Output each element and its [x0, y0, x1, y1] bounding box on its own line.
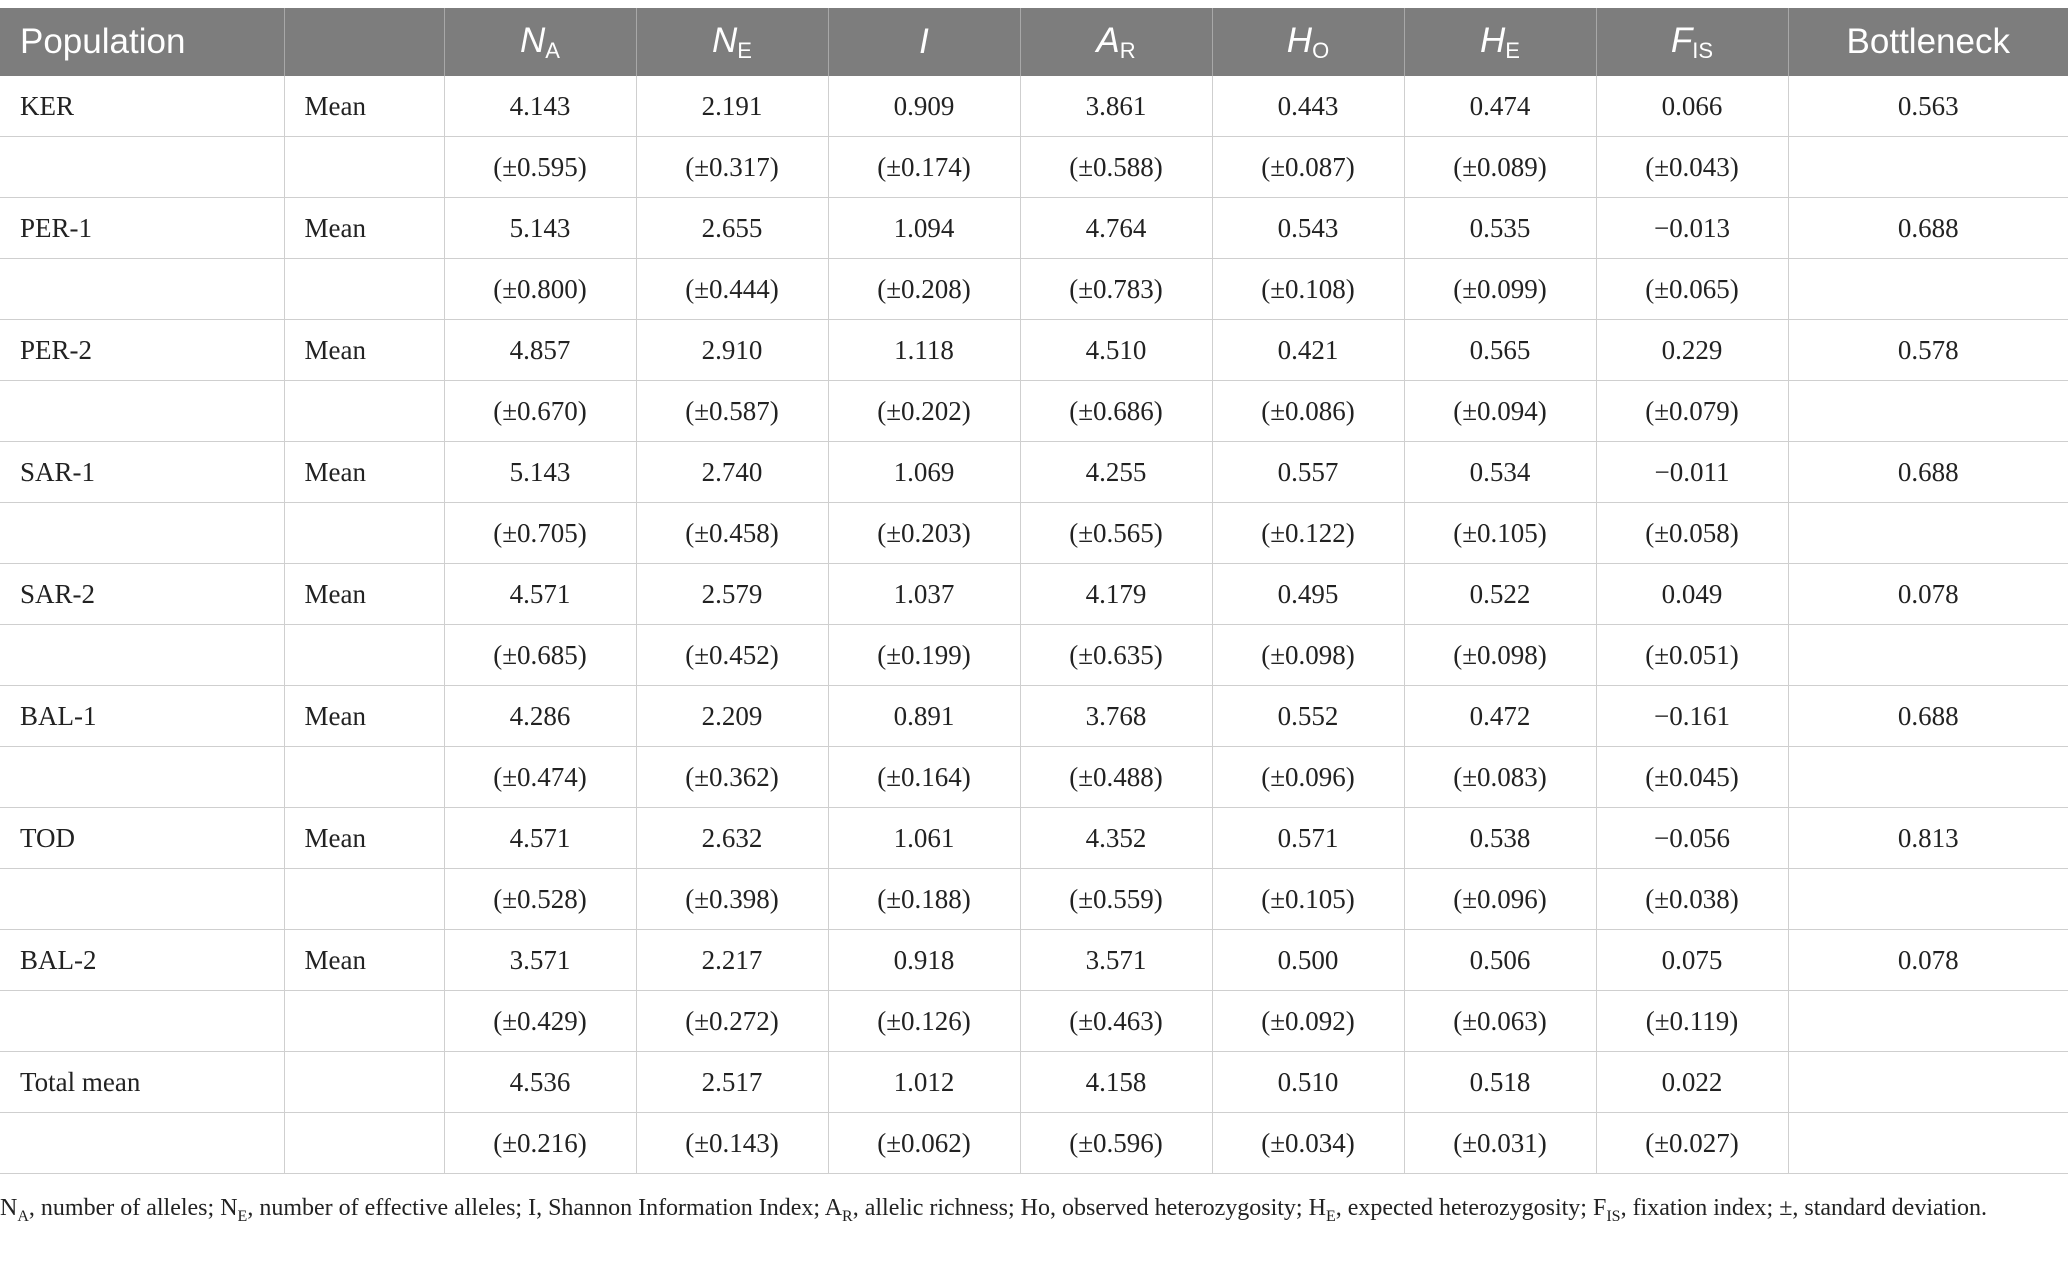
table-cell: 3.571	[444, 930, 636, 991]
header-symbol: N	[712, 20, 738, 60]
table-row	[0, 259, 2068, 320]
table-row	[0, 381, 2068, 442]
table-cell: 0.534	[1404, 442, 1596, 503]
table-cell	[0, 381, 284, 442]
table-cell	[1788, 381, 2068, 442]
table-cell: 0.506	[1404, 930, 1596, 991]
table-cell: (±0.429)	[444, 991, 636, 1052]
header-subscript: IS	[1692, 37, 1714, 63]
table-cell: SAR-2	[0, 564, 284, 625]
table-cell: (±0.317)	[636, 137, 828, 198]
table-cell: 4.571	[444, 808, 636, 869]
table-cell	[284, 1052, 444, 1113]
table-cell: TOD	[0, 808, 284, 869]
table-cell: (±0.458)	[636, 503, 828, 564]
table-cell: 0.909	[828, 76, 1020, 137]
table-cell: 0.518	[1404, 1052, 1596, 1113]
table-cell: (±0.079)	[1596, 381, 1788, 442]
table-row	[0, 564, 2068, 625]
table-cell	[284, 869, 444, 930]
table-cell: (±0.565)	[1020, 503, 1212, 564]
table-row	[0, 76, 2068, 137]
table-row	[0, 991, 2068, 1052]
table-row	[0, 625, 2068, 686]
table-cell: 2.517	[636, 1052, 828, 1113]
table-cell: (±0.398)	[636, 869, 828, 930]
table-cell: (±0.528)	[444, 869, 636, 930]
table-cell: 0.510	[1212, 1052, 1404, 1113]
table-row	[0, 747, 2068, 808]
table-cell: PER-1	[0, 198, 284, 259]
header-subscript: E	[1505, 37, 1520, 63]
table-cell: −0.161	[1596, 686, 1788, 747]
table-cell	[0, 503, 284, 564]
table-cell: 4.536	[444, 1052, 636, 1113]
table-cell: 0.688	[1788, 198, 2068, 259]
table-cell	[284, 747, 444, 808]
table-cell: Mean	[284, 564, 444, 625]
table-cell	[1788, 625, 2068, 686]
table-row	[0, 198, 2068, 259]
table-body	[0, 76, 2068, 1174]
table-cell: (±0.089)	[1404, 137, 1596, 198]
table-cell: (±0.670)	[444, 381, 636, 442]
table-cell: (±0.098)	[1404, 625, 1596, 686]
table-cell	[0, 991, 284, 1052]
table-cell	[284, 625, 444, 686]
table-cell: (±0.188)	[828, 869, 1020, 930]
table-cell: (±0.031)	[1404, 1113, 1596, 1174]
table-cell: Mean	[284, 320, 444, 381]
footnote-text: , expected heterozygosity;	[1335, 1195, 1593, 1221]
table-cell: (±0.444)	[636, 259, 828, 320]
table-cell: 4.510	[1020, 320, 1212, 381]
table-cell: (±0.083)	[1404, 747, 1596, 808]
table-cell	[1788, 503, 2068, 564]
header-symbol: F	[1670, 20, 1693, 60]
table-cell	[1788, 869, 2068, 930]
table-cell	[0, 137, 284, 198]
table-row	[0, 320, 2068, 381]
table-cell: 0.078	[1788, 930, 2068, 991]
table-cell: 0.075	[1596, 930, 1788, 991]
table-cell: 0.049	[1596, 564, 1788, 625]
column-header: Population	[0, 8, 284, 76]
table-cell: (±0.685)	[444, 625, 636, 686]
table-row	[0, 442, 2068, 503]
table-cell: (±0.272)	[636, 991, 828, 1052]
table-cell: (±0.099)	[1404, 259, 1596, 320]
table-cell	[284, 381, 444, 442]
table-cell: 0.688	[1788, 686, 2068, 747]
table-cell: (±0.045)	[1596, 747, 1788, 808]
table-cell: BAL-1	[0, 686, 284, 747]
table-cell: 1.061	[828, 808, 1020, 869]
table-cell: (±0.119)	[1596, 991, 1788, 1052]
table-cell: (±0.038)	[1596, 869, 1788, 930]
table-row	[0, 869, 2068, 930]
footnote-term: F	[1592, 1195, 1607, 1221]
table-cell: Mean	[284, 198, 444, 259]
table-cell: 1.118	[828, 320, 1020, 381]
table-cell: 3.768	[1020, 686, 1212, 747]
header-symbol: A	[1096, 20, 1120, 60]
table-cell: (±0.800)	[444, 259, 636, 320]
table-cell: 3.571	[1020, 930, 1212, 991]
header-symbol: H	[1480, 20, 1506, 60]
table-cell: 2.655	[636, 198, 828, 259]
footnote-term: A	[824, 1195, 843, 1221]
table-cell: (±0.058)	[1596, 503, 1788, 564]
table-cell: (±0.635)	[1020, 625, 1212, 686]
table-cell: 0.443	[1212, 76, 1404, 137]
table-cell: (±0.596)	[1020, 1113, 1212, 1174]
table-cell: (±0.203)	[828, 503, 1020, 564]
table-cell: (±0.092)	[1212, 991, 1404, 1052]
table-cell: 0.578	[1788, 320, 2068, 381]
header-subscript: A	[545, 37, 560, 63]
column-header	[636, 8, 828, 76]
table-cell: (±0.122)	[1212, 503, 1404, 564]
column-header: Bottleneck	[1788, 8, 2068, 76]
footnote-subscript: E	[1325, 1207, 1336, 1225]
table-cell: (±0.096)	[1404, 869, 1596, 930]
table-cell: (±0.705)	[444, 503, 636, 564]
table-cell: 3.861	[1020, 76, 1212, 137]
table-cell: 0.472	[1404, 686, 1596, 747]
column-header	[444, 8, 636, 76]
table-cell: (±0.362)	[636, 747, 828, 808]
table-cell: 1.094	[828, 198, 1020, 259]
footnote-subscript: E	[237, 1207, 248, 1225]
table-cell: 0.066	[1596, 76, 1788, 137]
genetic-diversity-table	[0, 8, 2068, 1174]
header-subscript: R	[1119, 37, 1136, 63]
table-cell: 2.209	[636, 686, 828, 747]
table-cell	[1788, 747, 2068, 808]
table-cell: (±0.034)	[1212, 1113, 1404, 1174]
table-cell: 0.022	[1596, 1052, 1788, 1113]
column-header	[1596, 8, 1788, 76]
table-cell: 0.557	[1212, 442, 1404, 503]
table-row	[0, 808, 2068, 869]
column-header	[1404, 8, 1596, 76]
table-cell: (±0.143)	[636, 1113, 828, 1174]
table-cell: 4.255	[1020, 442, 1212, 503]
table-cell: 0.535	[1404, 198, 1596, 259]
table-cell	[284, 137, 444, 198]
table-cell: 0.229	[1596, 320, 1788, 381]
header-symbol: I	[919, 22, 929, 61]
table-cell: (±0.559)	[1020, 869, 1212, 930]
table-cell: Mean	[284, 442, 444, 503]
table-cell: 0.918	[828, 930, 1020, 991]
table-cell: (±0.096)	[1212, 747, 1404, 808]
table-cell	[0, 747, 284, 808]
table-cell: (±0.199)	[828, 625, 1020, 686]
table-cell: (±0.452)	[636, 625, 828, 686]
table-cell: (±0.094)	[1404, 381, 1596, 442]
table-cell: 0.500	[1212, 930, 1404, 991]
table-cell: 0.538	[1404, 808, 1596, 869]
table-cell	[0, 1113, 284, 1174]
table-cell: 0.078	[1788, 564, 2068, 625]
table-row	[0, 1052, 2068, 1113]
header-symbol: N	[520, 20, 546, 60]
footnote-text: , fixation index; ±, standard deviation.	[1620, 1195, 1987, 1221]
table-cell: (±0.063)	[1404, 991, 1596, 1052]
table-cell	[284, 991, 444, 1052]
table-cell: Mean	[284, 808, 444, 869]
table-cell: 2.191	[636, 76, 828, 137]
table-cell: (±0.216)	[444, 1113, 636, 1174]
footnote-subscript: R	[842, 1207, 853, 1225]
table-row	[0, 1113, 2068, 1174]
footnote-term: N	[0, 1195, 18, 1221]
footnote-text: , number of effective alleles; I, Shannon Information Index;	[247, 1195, 825, 1221]
table-cell: (±0.588)	[1020, 137, 1212, 198]
table-cell: 4.352	[1020, 808, 1212, 869]
table-cell: Mean	[284, 76, 444, 137]
table-cell	[1788, 1113, 2068, 1174]
footnote-text: , allelic richness; Ho, observed heterozygosity;	[852, 1195, 1309, 1221]
table-cell: 4.179	[1020, 564, 1212, 625]
table-cell: (±0.065)	[1596, 259, 1788, 320]
table-cell: (±0.043)	[1596, 137, 1788, 198]
table-cell	[0, 869, 284, 930]
header-subscript: O	[1312, 37, 1330, 63]
table-row	[0, 137, 2068, 198]
table-cell	[1788, 991, 2068, 1052]
table-cell: (±0.098)	[1212, 625, 1404, 686]
table-cell: 2.910	[636, 320, 828, 381]
footnote-subscript: IS	[1606, 1207, 1621, 1225]
table-cell: −0.011	[1596, 442, 1788, 503]
table-cell: 0.543	[1212, 198, 1404, 259]
table-cell: 0.421	[1212, 320, 1404, 381]
table-cell: (±0.108)	[1212, 259, 1404, 320]
table-cell: 4.158	[1020, 1052, 1212, 1113]
table-cell: 0.563	[1788, 76, 2068, 137]
table-cell: (±0.595)	[444, 137, 636, 198]
footnote-text: , number of alleles;	[28, 1195, 221, 1221]
footnote-term: N	[220, 1195, 238, 1221]
table-row	[0, 503, 2068, 564]
table-cell: 0.552	[1212, 686, 1404, 747]
table-cell: Mean	[284, 930, 444, 991]
table-footnote	[0, 1190, 2000, 1235]
table-cell: (±0.164)	[828, 747, 1020, 808]
table-cell	[1788, 1052, 2068, 1113]
table-cell	[284, 1113, 444, 1174]
table-cell: (±0.086)	[1212, 381, 1404, 442]
table-cell: (±0.474)	[444, 747, 636, 808]
table-cell: (±0.087)	[1212, 137, 1404, 198]
table-cell	[0, 259, 284, 320]
table-cell	[0, 625, 284, 686]
table-cell: SAR-1	[0, 442, 284, 503]
table-cell: (±0.062)	[828, 1113, 1020, 1174]
table-cell: (±0.027)	[1596, 1113, 1788, 1174]
footnote-subscript: A	[17, 1207, 29, 1225]
table-cell: (±0.783)	[1020, 259, 1212, 320]
table-cell: (±0.051)	[1596, 625, 1788, 686]
table-cell: 4.764	[1020, 198, 1212, 259]
table-cell: 1.012	[828, 1052, 1020, 1113]
table-cell: 2.579	[636, 564, 828, 625]
table-cell: (±0.202)	[828, 381, 1020, 442]
table-cell: −0.013	[1596, 198, 1788, 259]
table-cell	[1788, 137, 2068, 198]
table-cell: (±0.686)	[1020, 381, 1212, 442]
table-cell	[284, 259, 444, 320]
column-header	[1212, 8, 1404, 76]
table-cell: (±0.174)	[828, 137, 1020, 198]
table-cell: 0.474	[1404, 76, 1596, 137]
column-header	[828, 8, 1020, 76]
table-cell: 0.813	[1788, 808, 2068, 869]
table-cell: 0.522	[1404, 564, 1596, 625]
table-cell: Mean	[284, 686, 444, 747]
table-cell: BAL-2	[0, 930, 284, 991]
table-cell: 0.891	[828, 686, 1020, 747]
table-cell: (±0.105)	[1212, 869, 1404, 930]
table-cell: PER-2	[0, 320, 284, 381]
footnote-term: H	[1308, 1195, 1326, 1221]
table-cell: 1.069	[828, 442, 1020, 503]
table-cell: 2.217	[636, 930, 828, 991]
table-cell: 0.495	[1212, 564, 1404, 625]
table-cell: 1.037	[828, 564, 1020, 625]
column-header	[284, 8, 444, 76]
header-subscript: E	[737, 37, 752, 63]
table-cell: Total mean	[0, 1052, 284, 1113]
table-cell	[1788, 259, 2068, 320]
table-cell: −0.056	[1596, 808, 1788, 869]
table-cell: (±0.208)	[828, 259, 1020, 320]
column-header	[1020, 8, 1212, 76]
table-cell: 2.740	[636, 442, 828, 503]
table-cell: 0.571	[1212, 808, 1404, 869]
table-cell: (±0.488)	[1020, 747, 1212, 808]
header-symbol: H	[1286, 20, 1313, 60]
table-cell: KER	[0, 76, 284, 137]
table-cell: (±0.587)	[636, 381, 828, 442]
table-cell: 4.857	[444, 320, 636, 381]
table-cell: 0.565	[1404, 320, 1596, 381]
table-cell: 4.571	[444, 564, 636, 625]
table-cell: 2.632	[636, 808, 828, 869]
data-table-container	[0, 8, 2068, 1174]
table-header-row	[0, 8, 2068, 76]
table-row	[0, 686, 2068, 747]
table-cell: 4.286	[444, 686, 636, 747]
table-cell: (±0.463)	[1020, 991, 1212, 1052]
table-cell: (±0.126)	[828, 991, 1020, 1052]
table-cell: (±0.105)	[1404, 503, 1596, 564]
table-cell: 4.143	[444, 76, 636, 137]
table-row	[0, 930, 2068, 991]
table-cell: 5.143	[444, 442, 636, 503]
table-cell	[284, 503, 444, 564]
table-cell: 5.143	[444, 198, 636, 259]
table-cell: 0.688	[1788, 442, 2068, 503]
